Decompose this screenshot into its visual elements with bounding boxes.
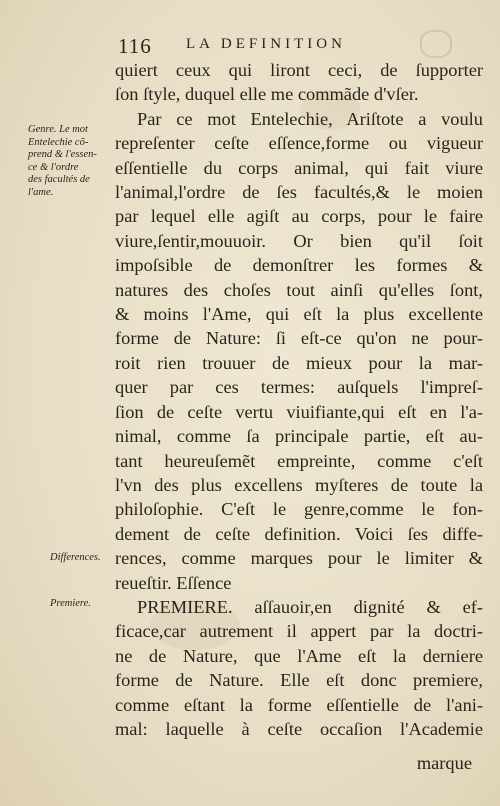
text-line: quer par ces termes: auſquels l'impreſ- (115, 377, 483, 398)
catchword: marque (416, 753, 472, 773)
text-line: & moins l'Ame, qui eſt la plus excellente (115, 304, 483, 325)
text-line: roit rien trouuer de mieux pour la mar- (115, 352, 483, 373)
text-line: impoſsible de demonſtrer les formes & (115, 255, 483, 276)
text-line: ne de Nature, que l'Ame eſt la derniere (115, 645, 483, 666)
text-line: l'animal,l'ordre de ſes facultés,& le moien (115, 182, 483, 203)
text-line: reueſtir. Eſſence (115, 572, 232, 593)
text-line: philoſophie. C'eſt le genre,comme le fon- (115, 499, 483, 520)
text-line: Par ce mot Entelechie, Ariſtote a voulu (137, 108, 483, 129)
text-line: par lequel elle agiſt au corps, pour le faire (115, 206, 483, 227)
text-line: ficace,car autrement il appert par la doctri- (115, 621, 483, 642)
text-line: comme eſtant la forme eſſentielle de l'ani- (115, 694, 483, 715)
text-line: ſion de ceſte vertu viuifiante,qui eſt en l'a- (115, 401, 483, 422)
text-line: nimal, comme ſa principale partie, eſt au- (115, 426, 483, 447)
text-line: quiert ceux qui liront ceci, de ſupporter (115, 60, 483, 80)
margin-note-genre: Genre. Le mot Entelechie cõ- prend & l'essen- ce & l'ordre des facultés de l'ame. (28, 124, 97, 198)
text-line: repreſenter ceſte eſſence,forme ou vigueur (115, 133, 483, 154)
text-line: tant heureuſemẽt empreinte, comme c'eſt (115, 450, 483, 471)
text-line: natures des choſes tout ainſi qu'elles ſont, (115, 279, 483, 300)
text-line: ſon ſtyle, duquel elle me commãde d'vſer. (115, 84, 419, 105)
text-line: eſſentielle du corps animal, qui fait viure (115, 157, 483, 178)
margin-note-premiere: Premiere. (50, 598, 91, 609)
running-head: LA DEFINITION (186, 36, 346, 52)
text-line: forme de Nature: ſi eſt-ce qu'on ne pour- (115, 328, 483, 349)
body-text (115, 58, 483, 741)
margin-note-differences: Differences. (50, 552, 101, 563)
text-line: mal: laquelle à ceſte occaſion l'Academie (115, 718, 483, 739)
text-line: rences, comme marques pour le limiter & (115, 548, 483, 569)
ink-bleed-mark (420, 30, 452, 58)
text-line: l'vn des plus excellens myſteres de toute la (115, 474, 483, 495)
text-line: viure,ſentir,mouuoir. Or bien qu'il ſoit (115, 230, 483, 251)
text-line: forme de Nature. Elle eſt donc premiere, (115, 670, 483, 691)
text-line: PREMIERE. aſſauoir,en dignité & ef- (137, 596, 483, 617)
page-number: 116 (118, 34, 152, 58)
text-line: dement de ceſte definition. Voici ſes diffe- (115, 523, 483, 544)
